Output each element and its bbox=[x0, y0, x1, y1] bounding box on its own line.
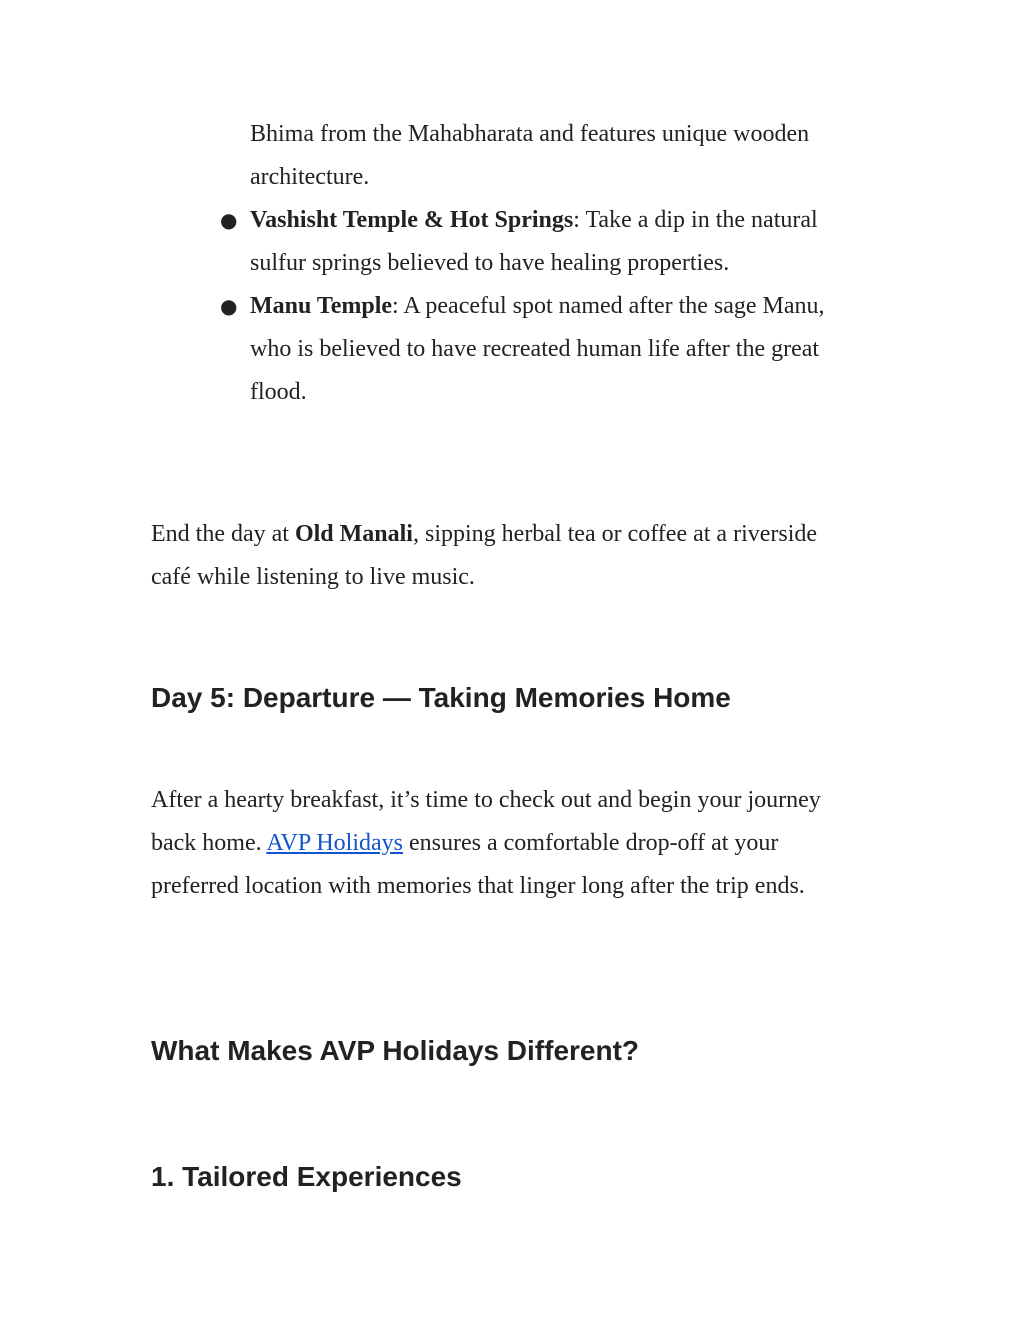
day5-paragraph bbox=[151, 779, 851, 908]
bullet-icon: ● bbox=[220, 294, 238, 318]
manu-description: : A peaceful spot named after the sage Manu, who is believed to have recreated human life after the great flood. bbox=[250, 293, 825, 405]
list-item-vashisht bbox=[220, 199, 860, 285]
manu-title: Manu Temple bbox=[250, 293, 393, 319]
vashisht-title: Vashisht Temple & Hot Springs bbox=[250, 207, 574, 233]
different-heading: What Makes AVP Holidays Different? bbox=[151, 1035, 640, 1066]
bullet-icon: ● bbox=[220, 208, 238, 232]
evening-paragraph bbox=[151, 513, 851, 599]
tailored-heading: 1. Tailored Experiences bbox=[151, 1161, 462, 1192]
vashisht-description: : Take a dip in the natural sulfur springs believed to have healing properties. bbox=[250, 207, 818, 276]
day5-heading: Day 5: Departure — Taking Memories Home bbox=[151, 682, 731, 713]
evening-text-before: End the day at bbox=[151, 521, 295, 547]
continuation-text: Bhima from the Mahabharata and features unique wooden architecture. bbox=[250, 121, 810, 190]
list-item-continuation bbox=[250, 113, 860, 199]
evening-text-after: , sipping herbal tea or coffee at a riverside café while listening to live music. bbox=[151, 521, 818, 590]
avp-holidays-link[interactable]: AVP Holidays bbox=[266, 830, 403, 856]
day5-text-before: After a hearty breakfast, it’s time to check out and begin your journey back home. bbox=[151, 787, 821, 856]
temple-list bbox=[220, 113, 860, 414]
day5-text-after: ensures a comfortable drop-off at your preferred location with memories that linger long after the trip ends. bbox=[151, 830, 805, 899]
list-item-manu bbox=[220, 285, 860, 414]
old-manali-text: Old Manali bbox=[294, 521, 413, 547]
